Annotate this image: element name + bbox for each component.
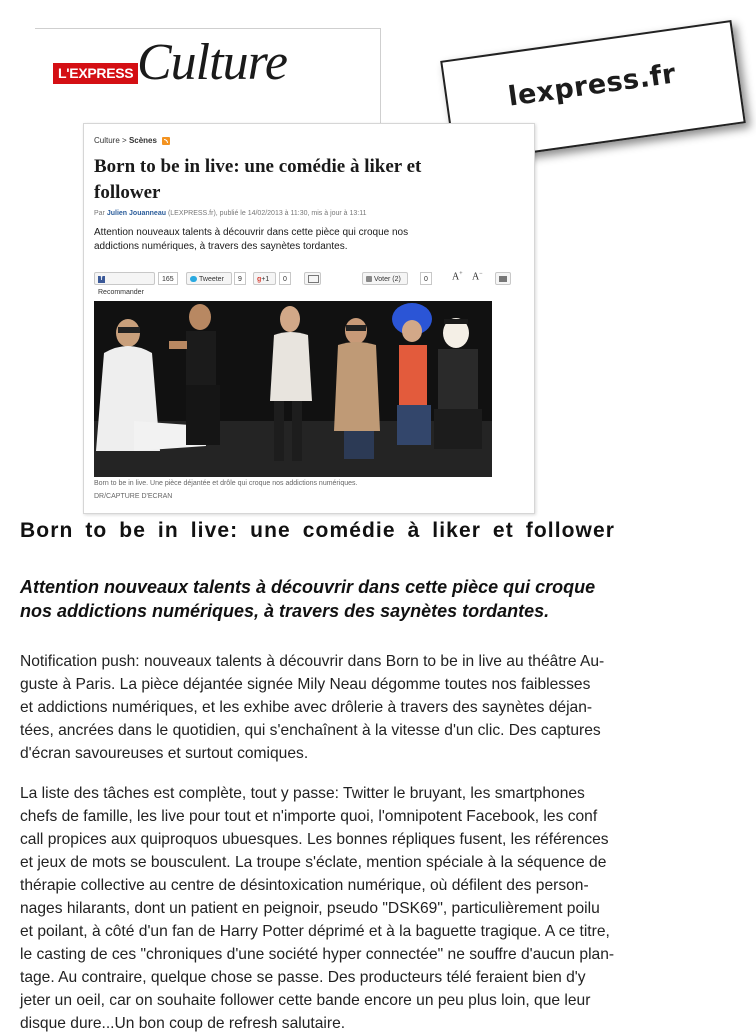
vote-button[interactable] (362, 272, 408, 285)
stamp-text: lexpress.fr (506, 58, 678, 113)
gplus-button[interactable] (253, 272, 276, 285)
screenshot-chapo (94, 226, 474, 254)
chapo-line: Attention nouveaux talents à découvrir dans cette pièce qui croque (20, 577, 596, 597)
breadcrumb-separator: > (122, 136, 127, 145)
paragraph-line: guste à Paris. La pièce déjantée signée Mily Neau dégomme toutes nos faiblesses (20, 676, 591, 693)
cast-photo-illustration (94, 301, 492, 477)
paragraph-line: le casting de ces "chroniques d'une société hyper connectée" ne souffre d'aucun plan- (20, 946, 615, 963)
font-increase-label: A (452, 271, 460, 283)
screenshot-chapo-line2: addictions numériques, à travers des saynètes tordantes. (94, 241, 348, 252)
breadcrumb (94, 136, 170, 145)
facebook-recommend-button[interactable] (94, 272, 155, 296)
paragraph-line: d'écran savoureuses et surtout comiques. (20, 745, 309, 762)
gplus-icon: g (257, 276, 262, 283)
vote-label: Voter (2) (374, 276, 401, 283)
byline-details: (LEXPRESS.fr), publié le 14/02/2013 à 11:30, mis à jour à 13:11 (167, 210, 367, 217)
paragraph-line: tage. Au contraire, quelque chose se passe. Des producteurs télé feraient bien d'y (20, 969, 586, 986)
paragraph-line: nages hilarants, dont un patient en peignoir, pseudo "DSK69", particulièrement poilu (20, 900, 600, 917)
email-share-button[interactable] (304, 272, 321, 285)
facebook-recommend-label: Recommander (98, 289, 144, 296)
envelope-icon (308, 275, 319, 283)
rss-icon[interactable] (162, 137, 170, 145)
font-increase-button[interactable]: A+ (452, 271, 463, 283)
thumbs-up-icon (366, 276, 372, 282)
paragraph-line: call propices aux quiproquos ubuesques. Les bonnes répliques fusent, les références (20, 831, 609, 848)
gplus-label: +1 (261, 276, 270, 283)
paragraph-line: et poilant, à côté d'un fan de Harry Potter déprimé et à la baguette tragique. A ce titre, (20, 923, 610, 940)
article-chapo (20, 575, 740, 623)
article-screenshot (83, 123, 535, 514)
twitter-bird-icon (190, 276, 197, 282)
tweet-label: Tweeter (199, 276, 224, 283)
screenshot-title-line1: Born to be in live: une comédie à liker et (94, 156, 422, 177)
breadcrumb-scenes[interactable]: Scènes (128, 136, 157, 145)
printer-icon (499, 276, 507, 282)
font-decrease-button[interactable]: A− (472, 271, 483, 283)
social-bar (94, 270, 514, 296)
article-title: Born to be in live: une comédie à liker et follower (20, 519, 616, 542)
paragraph-line: jeter un oeil, car on souhaite follower cette bande encore un peu plus loin, que leur (20, 992, 591, 1009)
photo-caption: Born to be in live. Une pièce déjantée et drôle qui croque nos addictions numériques. (94, 480, 358, 487)
article-photo (94, 301, 492, 477)
gplus-count: 0 (279, 272, 291, 285)
breadcrumb-culture[interactable]: Culture (94, 136, 120, 145)
tweet-button[interactable] (186, 272, 232, 285)
byline-author[interactable]: Julien Jouanneau (106, 210, 166, 217)
paragraph-line: et addictions numériques, et les exhibe avec drôlerie à travers des saynètes déjan- (20, 699, 593, 716)
print-button[interactable] (495, 272, 511, 285)
facebook-count: 165 (158, 272, 178, 285)
paragraph-line: thérapie collective au centre de désintoxication numérique, où défilent des person- (20, 877, 589, 894)
tweet-count: 9 (234, 272, 246, 285)
paragraph-line: disque dure...Un bon coup de refresh salutaire. (20, 1015, 346, 1032)
paragraph-line: et jeux de mots se bousculent. La troupe s'éclate, mention spéciale à la séquence de (20, 854, 607, 871)
paragraph-line: tées, ancrées dans le quotidien, qui s'enchaînent à la vitesse d'un clic. Des captures (20, 722, 601, 739)
paragraph-2 (20, 782, 736, 1035)
lexpress-logo: L'EXPRESS (53, 63, 138, 84)
screenshot-title-line2: follower (94, 182, 161, 203)
screenshot-title (94, 154, 494, 206)
byline-prefix: Par (94, 210, 105, 217)
paragraph-line: chefs de famille, les live pour tout et n'importe quoi, l'omnipotent Facebook, les conf (20, 808, 598, 825)
chapo-line: nos addictions numériques, à travers des saynètes tordantes. (20, 601, 550, 621)
font-decrease-label: A (472, 271, 480, 283)
facebook-icon: f (98, 276, 105, 283)
byline (94, 210, 367, 217)
vote-count: 0 (420, 272, 432, 285)
paragraph-line: Notification push: nouveaux talents à découvrir dans Born to be in live au théâtre Au- (20, 653, 605, 670)
photo-credit: DR/CAPTURE D'ECRAN (94, 493, 173, 500)
screenshot-chapo-line1: Attention nouveaux talents à découvrir dans cette pièce qui croque nos (94, 227, 409, 238)
culture-section-title: Culture (137, 34, 287, 91)
paragraph-1 (20, 650, 736, 765)
paragraph-line: La liste des tâches est complète, tout y passe: Twitter le bruyant, les smartphones (20, 785, 585, 802)
